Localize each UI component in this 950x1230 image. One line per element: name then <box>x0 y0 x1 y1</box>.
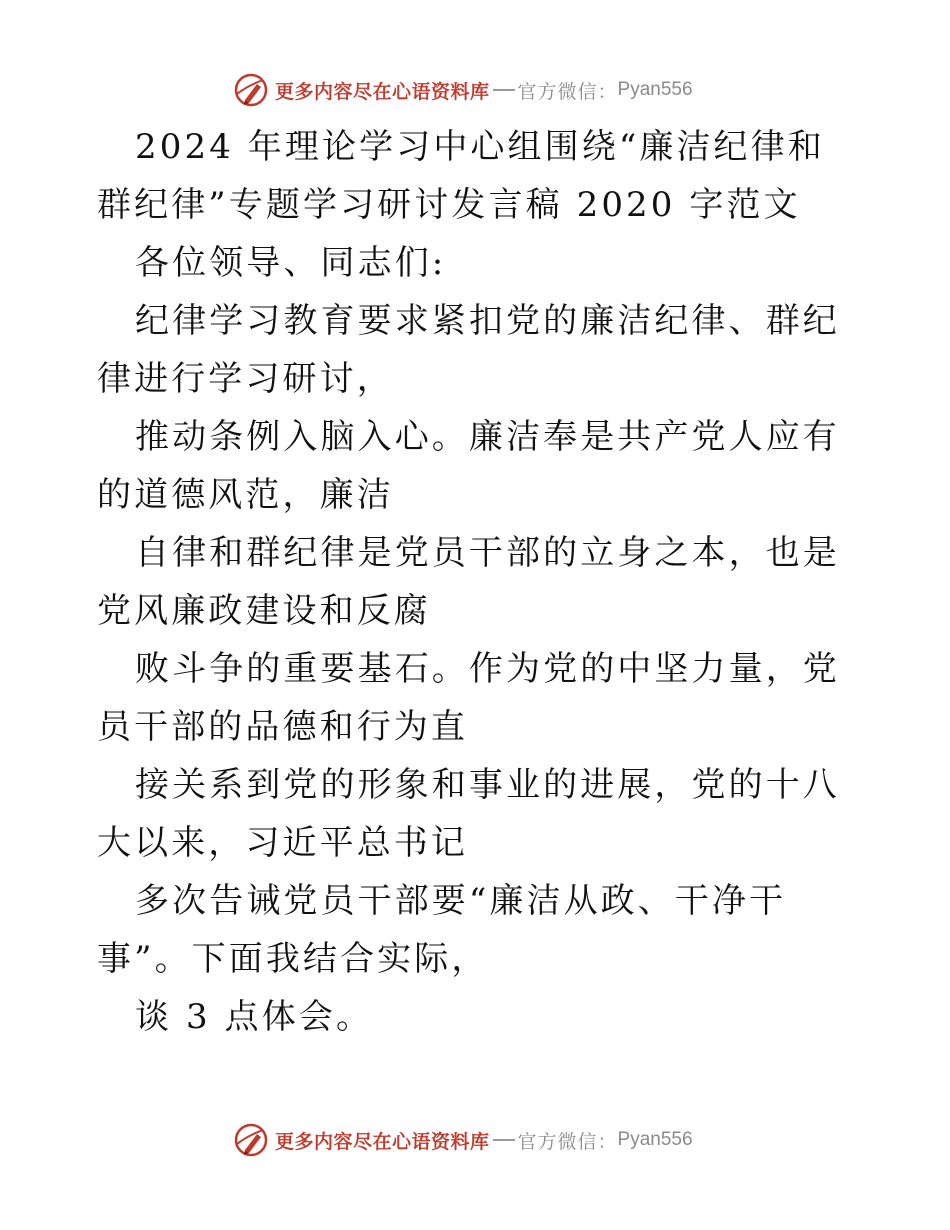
banner-dash <box>493 1139 515 1141</box>
footer-banner <box>233 1122 693 1158</box>
pen-logo-icon <box>233 1122 269 1158</box>
paragraph: 多次告诫党员干部要“廉洁从政、干净干事”。下面我结合实际， <box>97 881 787 979</box>
paragraph: 推动条例入脑入心。廉洁奉是共产党人应有的道德风范，廉洁 <box>97 417 840 515</box>
header-banner <box>233 72 693 108</box>
paragraph: 自律和群纪律是党员干部的立身之本，也是党风廉政建设和反腐 <box>97 533 840 631</box>
salutation: 各位领导、同志们: <box>135 243 447 283</box>
banner-wechat-id: Pyan556 <box>617 1129 693 1150</box>
banner-slogan: 更多内容尽在心语资料库 <box>275 1130 490 1153</box>
banner-wechat-label: 官方微信： <box>517 80 618 103</box>
paragraph: 谈 3 点体会。 <box>135 997 374 1037</box>
banner-slogan: 更多内容尽在心语资料库 <box>275 80 490 103</box>
pen-logo-icon <box>233 72 269 108</box>
paragraph: 接关系到党的形象和事业的进展，党的十八大以来，习近平总书记 <box>97 765 840 863</box>
document-title: 2024 年理论学习中心组围绕“廉洁纪律和群纪律”专题学习研讨发言稿 2020 字范文 <box>97 127 825 225</box>
paragraph: 败斗争的重要基石。作为党的中坚力量，党员干部的品德和行为直 <box>97 649 840 747</box>
document-body <box>97 118 857 1046</box>
banner-dash <box>493 89 515 91</box>
banner-wechat-label: 官方微信： <box>517 1130 618 1153</box>
paragraph: 纪律学习教育要求紧扣党的廉洁纪律、群纪律进行学习研讨， <box>97 301 840 399</box>
banner-wechat-id: Pyan556 <box>617 79 693 100</box>
